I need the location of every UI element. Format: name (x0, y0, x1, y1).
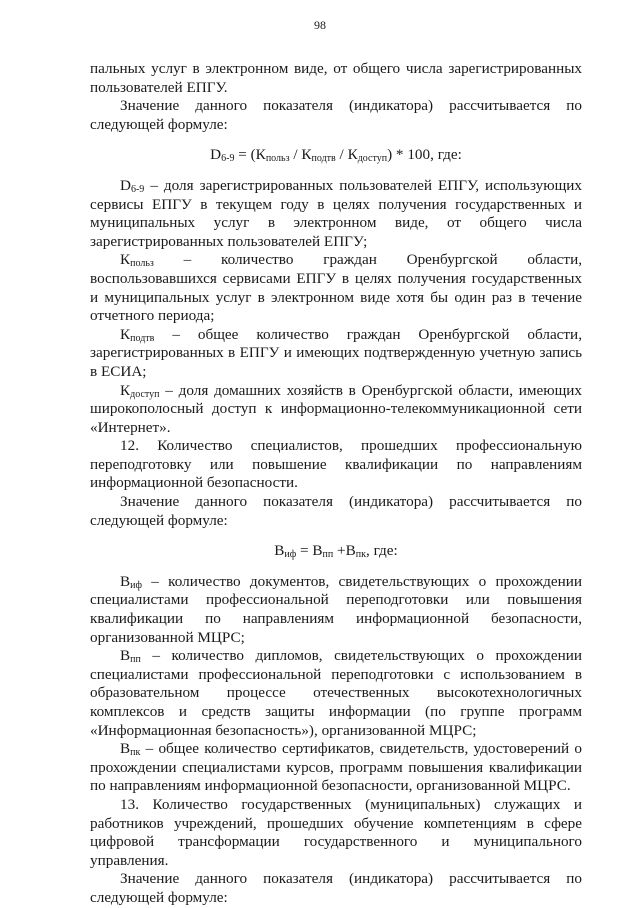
page-body (90, 60, 582, 908)
formula-subscript: пк (355, 549, 366, 561)
formula-subscript: подтв (311, 153, 336, 165)
formula-part: / К (289, 146, 312, 164)
formula-subscript: пп (322, 549, 334, 561)
definition-k-podtv (90, 326, 582, 382)
definition-subscript: иф (130, 579, 142, 591)
item-12-paragraph: 12. Количество специалистов, прошедших профессиональную переподготовку или повышение квалификации по направлениям информационной безопасности. (90, 437, 582, 492)
formula-symbol: В (274, 542, 285, 560)
definition-subscript: подтв (130, 332, 155, 344)
definition-symbol: D (120, 176, 131, 194)
definition-v-pp (90, 647, 582, 740)
definition-text: – доля зарегистрированных пользователей ЕПГУ, использующих сервисы ЕПГУ в текущем году в целях получения государственных и муниципальных услуг в электронном виде, от общего числа зарегистрированных пользователей ЕПГУ; (90, 176, 582, 250)
formula-subscript: 6-9 (221, 153, 235, 165)
definition-symbol: К (120, 251, 131, 269)
formula-part: = В (296, 542, 323, 560)
formula-subscript: польз (265, 153, 290, 165)
formula-v-if (90, 542, 582, 561)
definition-k-polz (90, 251, 582, 325)
formula-intro-paragraph: Значение данного показателя (индикатора) рассчитывается по следующей формуле: (90, 493, 582, 529)
formula-intro-paragraph: Значение данного показателя (индикатора) рассчитывается по следующей формуле: (90, 870, 582, 906)
definition-subscript: пк (130, 747, 141, 759)
definition-text: – доля домашних хозяйств в Оренбургской области, имеющих широкополосный доступ к информационно-телекоммуникационной сети «Интернет». (90, 381, 582, 436)
definition-text: – общее количество граждан Оренбургской области, зарегистрированных в ЕПГУ и имеющих подтвержденную учетную запись в ЕСИА; (90, 325, 582, 380)
page-number: 98 (314, 18, 326, 32)
formula-symbol: D (210, 146, 222, 164)
paragraph-continuation: пальных услуг в электронном виде, от общего числа зарегистрированных пользователей ЕПГУ. (90, 60, 582, 96)
definition-text: – количество граждан Оренбургской области, воспользовавшихся сервисами ЕПГУ в целях получения государственных и муниципальных услуг в электронном виде хотя бы один раз в течение отчетного периода; (90, 251, 582, 325)
definition-v-if (90, 573, 582, 647)
formula-subscript: доступ (357, 153, 388, 165)
formula-intro-paragraph: Значение данного показателя (индикатора) рассчитывается по следующей формуле: (90, 97, 582, 133)
definition-text: – количество документов, свидетельствующих о прохождении специалистами профессиональной переподготовки или повышения квалификации по направлениям информационной безопасности, организованной МЦРС; (90, 572, 582, 646)
definition-subscript: доступ (130, 388, 160, 400)
definition-d6-9 (90, 177, 582, 251)
definition-v-pk (90, 740, 582, 796)
item-13-paragraph: 13. Количество государственных (муниципальных) служащих и работников учреждений, прошедших обучение компетенциям в сфере цифровой трансформации государственного и муниципального управления. (90, 795, 582, 869)
definition-symbol: В (120, 740, 131, 758)
formula-d6-9 (90, 146, 582, 165)
definition-k-dostup (90, 382, 582, 438)
formula-part: ) * 100, где: (387, 146, 462, 164)
definition-symbol: В (120, 647, 131, 665)
definition-text: – общее количество сертификатов, свидетельств, удостоверений о прохождении специалистами курсов, программ повышения квалификации по направлениям информационной безопасности, организованной МЦРС. (90, 740, 582, 795)
definition-symbol: К (120, 381, 131, 399)
definition-subscript: польз (130, 258, 154, 270)
definition-symbol: В (120, 572, 131, 590)
formula-subscript: иф (284, 549, 297, 561)
definition-symbol: К (120, 325, 131, 343)
definition-subscript: пп (130, 654, 141, 666)
definition-text: – количество дипломов, свидетельствующих о прохождении специалистами профессиональной переподготовки с использованием в образовательном процессе отечественных высокотехнологичных комплексов и средств защиты информации (по группе программ «Информационная безопасность»), организованной МЦРС; (90, 647, 582, 739)
definition-subscript: 6-9 (130, 183, 145, 195)
formula-part: = (К (234, 146, 266, 164)
formula-part: , где: (365, 542, 398, 560)
formula-part: / К (335, 146, 358, 164)
formula-part: +В (333, 542, 356, 560)
